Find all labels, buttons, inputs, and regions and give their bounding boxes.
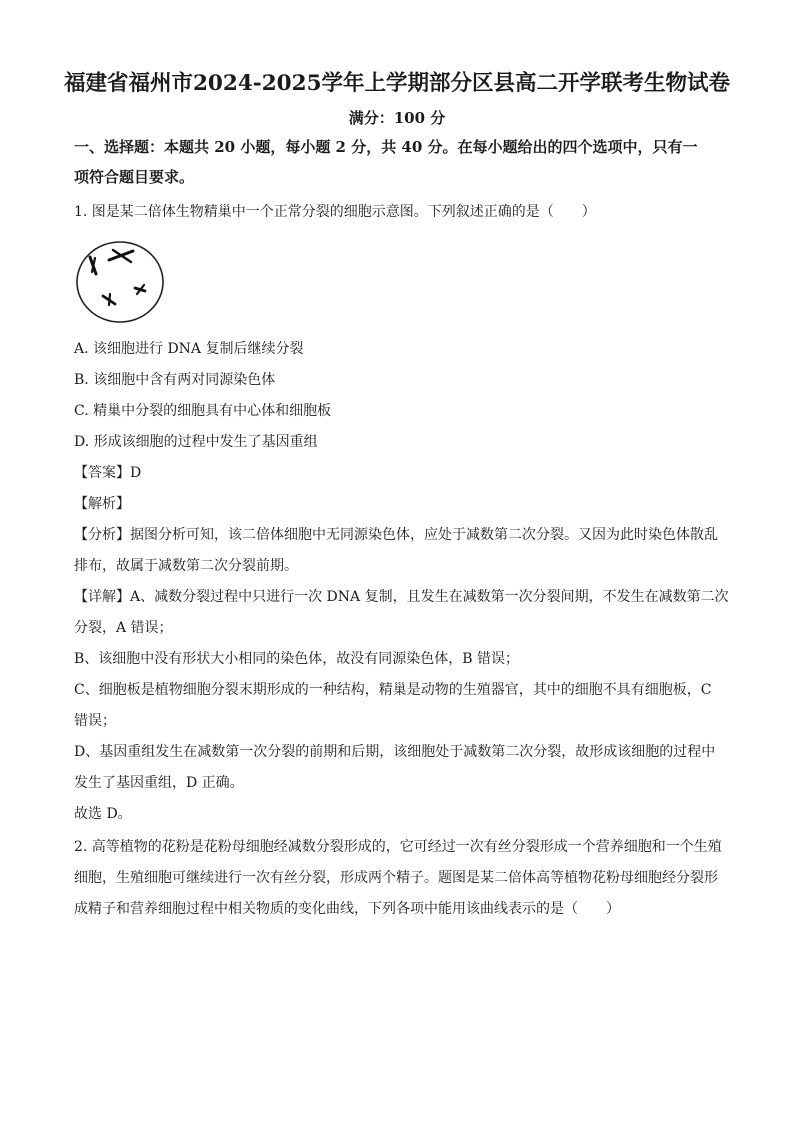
question-1-stem: 1. 图是某二倍体生物精巢中一个正常分裂的细胞示意图。下列叙述正确的是（ ） <box>74 204 596 220</box>
chromosome-1 <box>90 257 96 274</box>
analysis-line: D、基因重组发生在减数第一次分裂的前期和后期，该细胞处于减数第二次分裂，故形成该细胞的过程中 <box>74 744 716 760</box>
option-d: D. 形成该细胞的过程中发生了基因重组 <box>74 434 318 450</box>
analysis-line: 发生了基因重组，D 正确。 <box>74 775 244 791</box>
chromosome-4 <box>135 285 145 294</box>
analysis-line: 【详解】A、减数分裂过程中只进行一次 DNA 复制，且发生在减数第一次分裂间期，不发生在减数第二次 <box>74 589 729 605</box>
analysis-line: B、该细胞中没有形状大小相同的染色体，故没有同源染色体，B 错误； <box>74 651 520 667</box>
chromosome-3 <box>103 294 115 305</box>
option-a: A. 该细胞进行 DNA 复制后继续分裂 <box>74 341 304 357</box>
option-c: C. 精巢中分裂的细胞具有中心体和细胞板 <box>74 403 332 419</box>
question-2-stem-line: 成精子和营养细胞过程中相关物质的变化曲线，下列各项中能用该曲线表示的是（ ） <box>74 901 620 917</box>
analysis-label: 【解析】 <box>74 496 130 512</box>
section-heading <box>74 132 724 192</box>
analysis-line: 故选 D。 <box>74 806 132 822</box>
section-heading-line-1: 一、选择题：本题共 20 小题，每小题 2 分，共 40 分。在每小题给出的四个选项中，只有一 <box>74 138 698 156</box>
analysis-line: 错误； <box>74 713 116 729</box>
analysis-line: 【分析】据图分析可知，该二倍体细胞中无同源染色体，应处于减数第二次分裂。又因为此时染色体散乱 <box>74 527 718 543</box>
question-2-stem-line: 2. 高等植物的花粉是花粉母细胞经减数分裂形成的，它可经过一次有丝分裂形成一个营养细胞和一个生殖 <box>74 839 722 855</box>
option-b: B. 该细胞中含有两对同源染色体 <box>74 372 276 388</box>
exam-title: 福建省福州市2024-2025学年上学期部分区县高二开学联考生物试卷 <box>63 71 731 96</box>
analysis-line: C、细胞板是植物细胞分裂末期形成的一种结构，精巢是动物的生殖器官，其中的细胞不具有细胞板，C <box>74 682 712 698</box>
analysis-line: 排布，故属于减数第二次分裂前期。 <box>74 558 298 574</box>
section-heading-line-2: 项符合题目要求。 <box>74 168 195 186</box>
full-score: 满分：100 分 <box>348 109 446 127</box>
analysis-line: 分裂，A 错误； <box>74 620 173 636</box>
chromosome-2 <box>109 250 133 262</box>
answer: 【答案】D <box>74 465 142 481</box>
question-2-stem-line: 细胞，生殖细胞可继续进行一次有丝分裂，形成两个精子。题图是某二倍体高等植物花粉母细胞经分裂形 <box>74 870 718 886</box>
cell-diagram <box>75 240 165 324</box>
